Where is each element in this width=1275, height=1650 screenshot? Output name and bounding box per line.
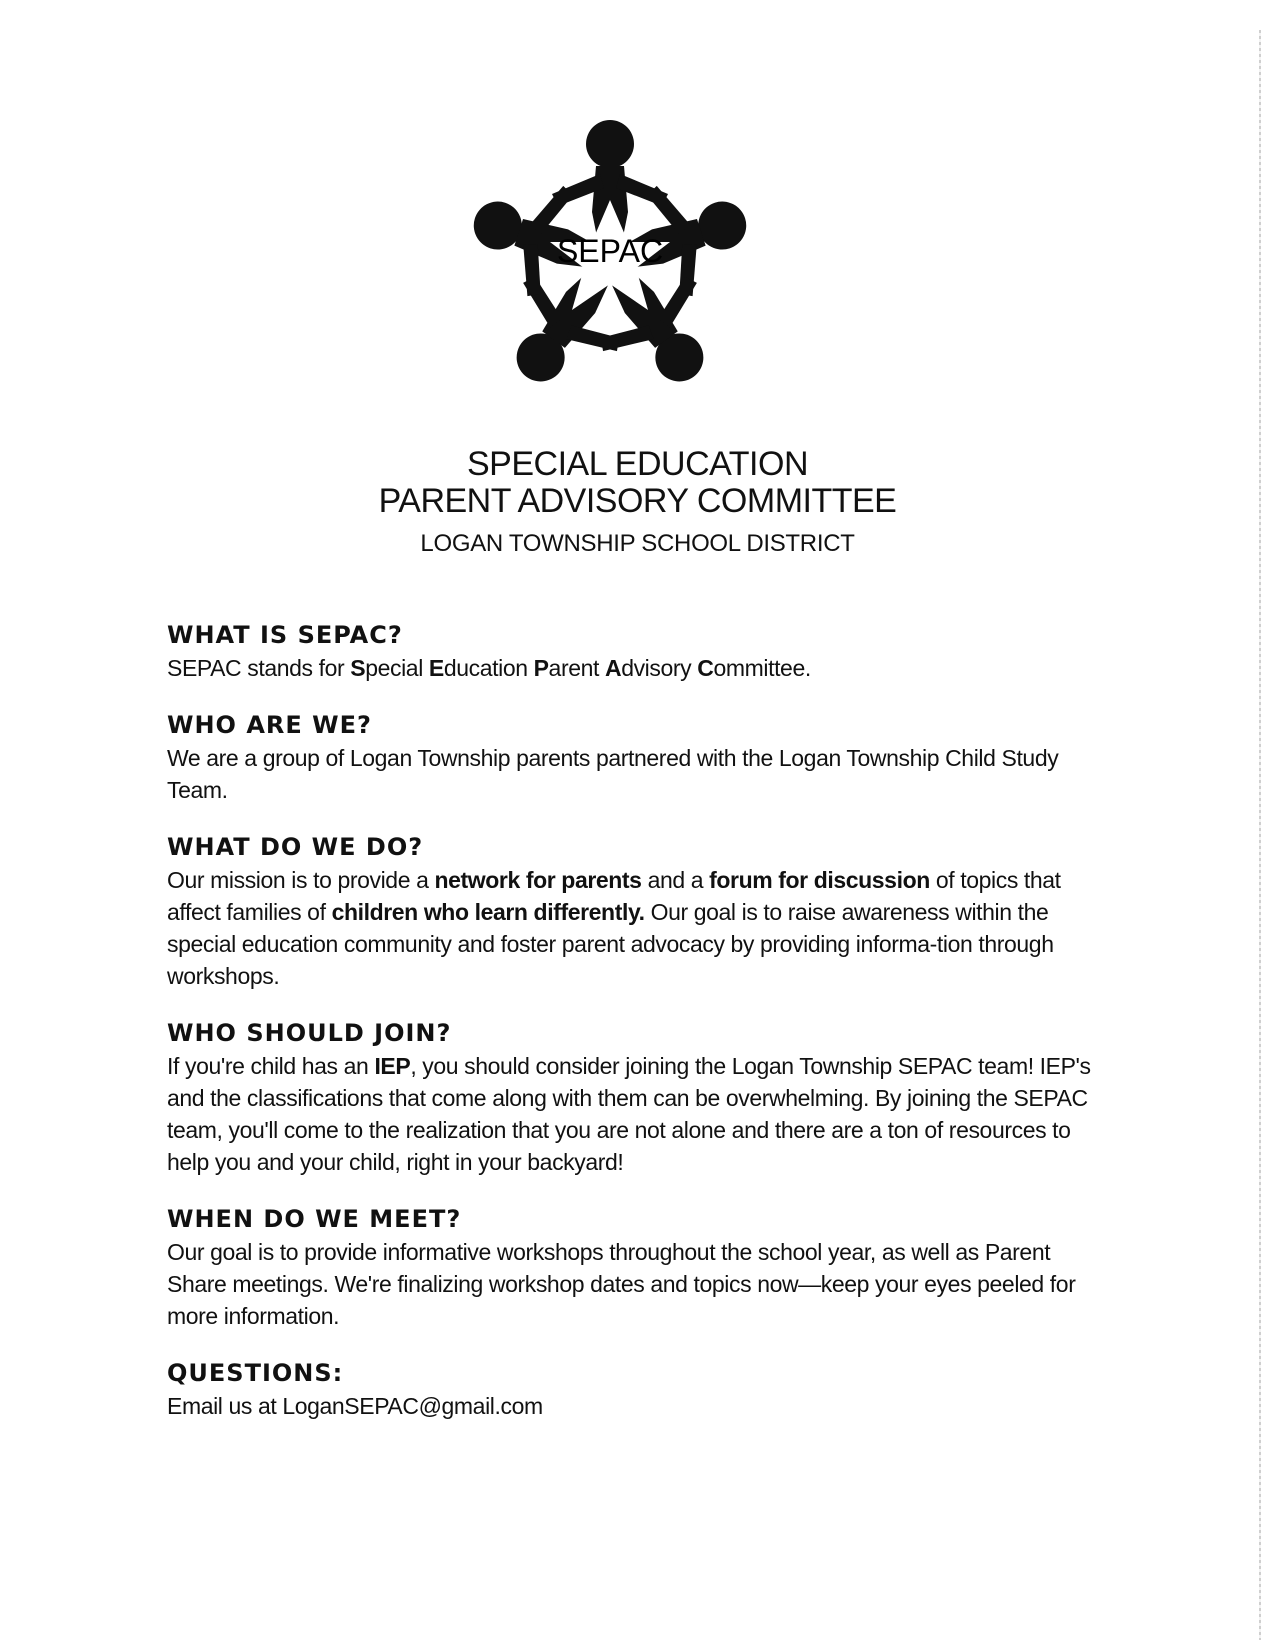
- bold-letter: A: [604, 655, 622, 681]
- section-heading: WHEN DO WE MEET?: [167, 1205, 462, 1233]
- section-heading: WHO SHOULD JOIN?: [167, 1019, 452, 1047]
- bold-letter: C: [697, 655, 714, 681]
- bold-phrase: network for parents: [434, 867, 642, 893]
- section-who-join: [167, 1018, 1107, 1178]
- section-heading: WHAT DO WE DO?: [167, 833, 424, 861]
- district-name: LOGAN TOWNSHIP SCHOOL DISTRICT: [420, 530, 855, 557]
- section-body: We are a group of Logan Township parents partnered with the Logan Township Child Study Team.: [167, 745, 1059, 803]
- section-heading: QUESTIONS:: [167, 1359, 344, 1387]
- title-line-2: PARENT ADVISORY COMMITTEE: [378, 482, 897, 520]
- section-when-meet: [167, 1204, 1107, 1332]
- bold-phrase: IEP: [374, 1053, 411, 1079]
- bold-letter: P: [533, 655, 549, 681]
- title-line-1: SPECIAL EDUCATION: [466, 445, 808, 483]
- content: [167, 620, 1107, 1422]
- section-heading: WHAT IS SEPAC?: [167, 621, 403, 649]
- section-body: [167, 864, 1107, 992]
- section-what-is: [167, 620, 1107, 684]
- scan-edge-artifact: [1259, 30, 1261, 1640]
- section-what-do: [167, 832, 1107, 992]
- section-questions: [167, 1358, 1107, 1422]
- text: of topics that affect families of: [167, 867, 1061, 925]
- section-body: [167, 652, 1107, 684]
- five-children-star-logo-icon: [400, 62, 820, 442]
- contact-email-text: Email us at LoganSEPAC@gmail.com: [167, 1393, 543, 1419]
- text: pecial: [365, 655, 429, 681]
- text: Our goal is to raise awareness within the special education community and foster parent advocacy by providing informa-tion through workshops.: [167, 899, 1054, 989]
- text: ducation: [443, 655, 534, 681]
- text: SEPAC stands for: [167, 655, 351, 681]
- text: and a: [641, 867, 710, 893]
- bold-letter: S: [350, 655, 366, 681]
- logo-text: SEPAC: [556, 233, 664, 269]
- section-heading: WHO ARE WE?: [167, 711, 372, 739]
- section-body: [167, 1050, 1107, 1178]
- text: Our mission is to provide a: [167, 867, 435, 893]
- text: dvisory: [621, 655, 698, 681]
- text: arent: [548, 655, 605, 681]
- bold-letter: E: [428, 655, 444, 681]
- text: , you should consider joining the Logan Township SEPAC team! IEP's and the classifications that come along with them can be overwhelming. By joining the SEPAC team, you'll come to the realization that you are not alone and there are a ton of resources to help you and your child, right in your backyard!: [167, 1053, 1091, 1175]
- bold-phrase: forum for discussion: [709, 867, 930, 893]
- text: If you're child has an: [167, 1053, 375, 1079]
- bold-phrase: children who learn differently.: [331, 899, 645, 925]
- section-body: Our goal is to provide informative workshops throughout the school year, as well as Parent Share meetings. We're finalizing workshop dates and topics now—keep your eyes peeled for more information.: [167, 1239, 1076, 1329]
- section-who-are: [167, 710, 1107, 806]
- text: ommittee.: [713, 655, 811, 681]
- sepac-logo: [400, 62, 820, 442]
